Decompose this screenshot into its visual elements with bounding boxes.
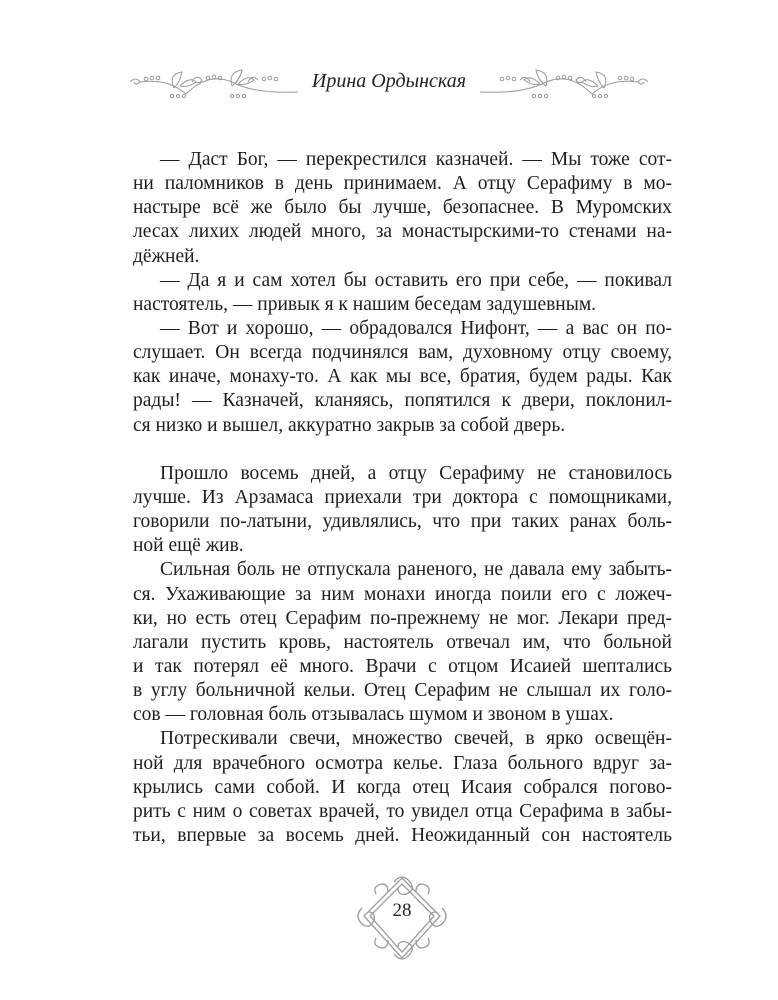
running-header <box>0 62 778 102</box>
text-line: — Даст Бог, — перекрестился казначей. — Мы тоже сот- <box>160 149 672 170</box>
text-line: лагали пустить кровь, настоятель отвечал им, что больной <box>133 631 672 653</box>
text-line: и так потерял её много. Врачи с отцом Исаией шептались <box>133 655 672 677</box>
running-title: Ирина Ордынская <box>311 70 467 92</box>
floral-ornament-right-icon <box>478 68 650 98</box>
text-line: рить с ним о советах врачей, то увидел отца Серафима в забы- <box>133 800 672 822</box>
text-line: говорили по-латыни, удивлялись, что при таких ранах боль- <box>133 511 672 533</box>
text-line: рады! — Казначей, кланяясь, попятился к двери, поклонил- <box>133 390 672 412</box>
text-line: тьи, впервые за восемь дней. Неожиданный сон настоятель <box>133 824 672 846</box>
text-line: ки, но есть отец Серафим по-прежнему не мог. Лекари пред- <box>133 607 672 629</box>
text-line: в углу больничной кельи. Отец Серафим не слышал их голо- <box>133 680 672 702</box>
text-line: слушает. Он всегда подчинялся вам, духовному отцу своему, <box>133 342 672 364</box>
text-line: дёжней. <box>133 245 200 267</box>
text-line: ни паломников в день принимаем. А отцу Серафиму в мо- <box>133 173 672 195</box>
blank-line <box>133 438 672 462</box>
text-line: Потрескивали свечи, множество свечей, в ярко освещён- <box>160 728 672 750</box>
text-line: лесах лихих людей много, за монастырскими-то стенами на- <box>133 221 672 243</box>
page-number-ornament <box>354 872 450 968</box>
text-line: сов — головная боль отзывалась шумом и звоном в ушах. <box>133 704 614 726</box>
page-number: 28 <box>392 900 412 921</box>
body-text <box>133 148 672 848</box>
text-line: ся. Ухаживающие за ним монахи иногда поили его с ложеч- <box>133 583 672 605</box>
text-line: лучше. Из Арзамаса приехали три доктора с помощниками, <box>133 486 672 508</box>
text-line: настоятель, — привык я к нашим беседам задушевным. <box>133 293 597 315</box>
text-line: ной ещё жив. <box>133 535 244 557</box>
text-line: — Да я и сам хотел бы оставить его при себе, — покивал <box>160 269 672 291</box>
text-line: как иначе, монаху-то. А как мы все, братия, будем рады. Как <box>133 366 672 388</box>
text-line: крылись сами собой. И когда отец Исаия собрался погово- <box>133 776 672 798</box>
text-line: настыре всё же было бы лучше, безопаснее. В Муромских <box>133 197 672 219</box>
text-line: Прошло восемь дней, а отцу Серафиму не становилось <box>160 462 672 484</box>
text-line: ся низко и вышел, аккуратно закрыв за собой дверь. <box>133 414 566 436</box>
text-line: ной для врачебного осмотра келье. Глаза больного вдруг за- <box>133 752 672 774</box>
text-line: — Вот и хорошо, — обрадовался Нифонт, — а вас он по- <box>160 317 672 339</box>
text-line: Сильная боль не отпускала раненого, не давала ему забыть- <box>160 559 672 581</box>
